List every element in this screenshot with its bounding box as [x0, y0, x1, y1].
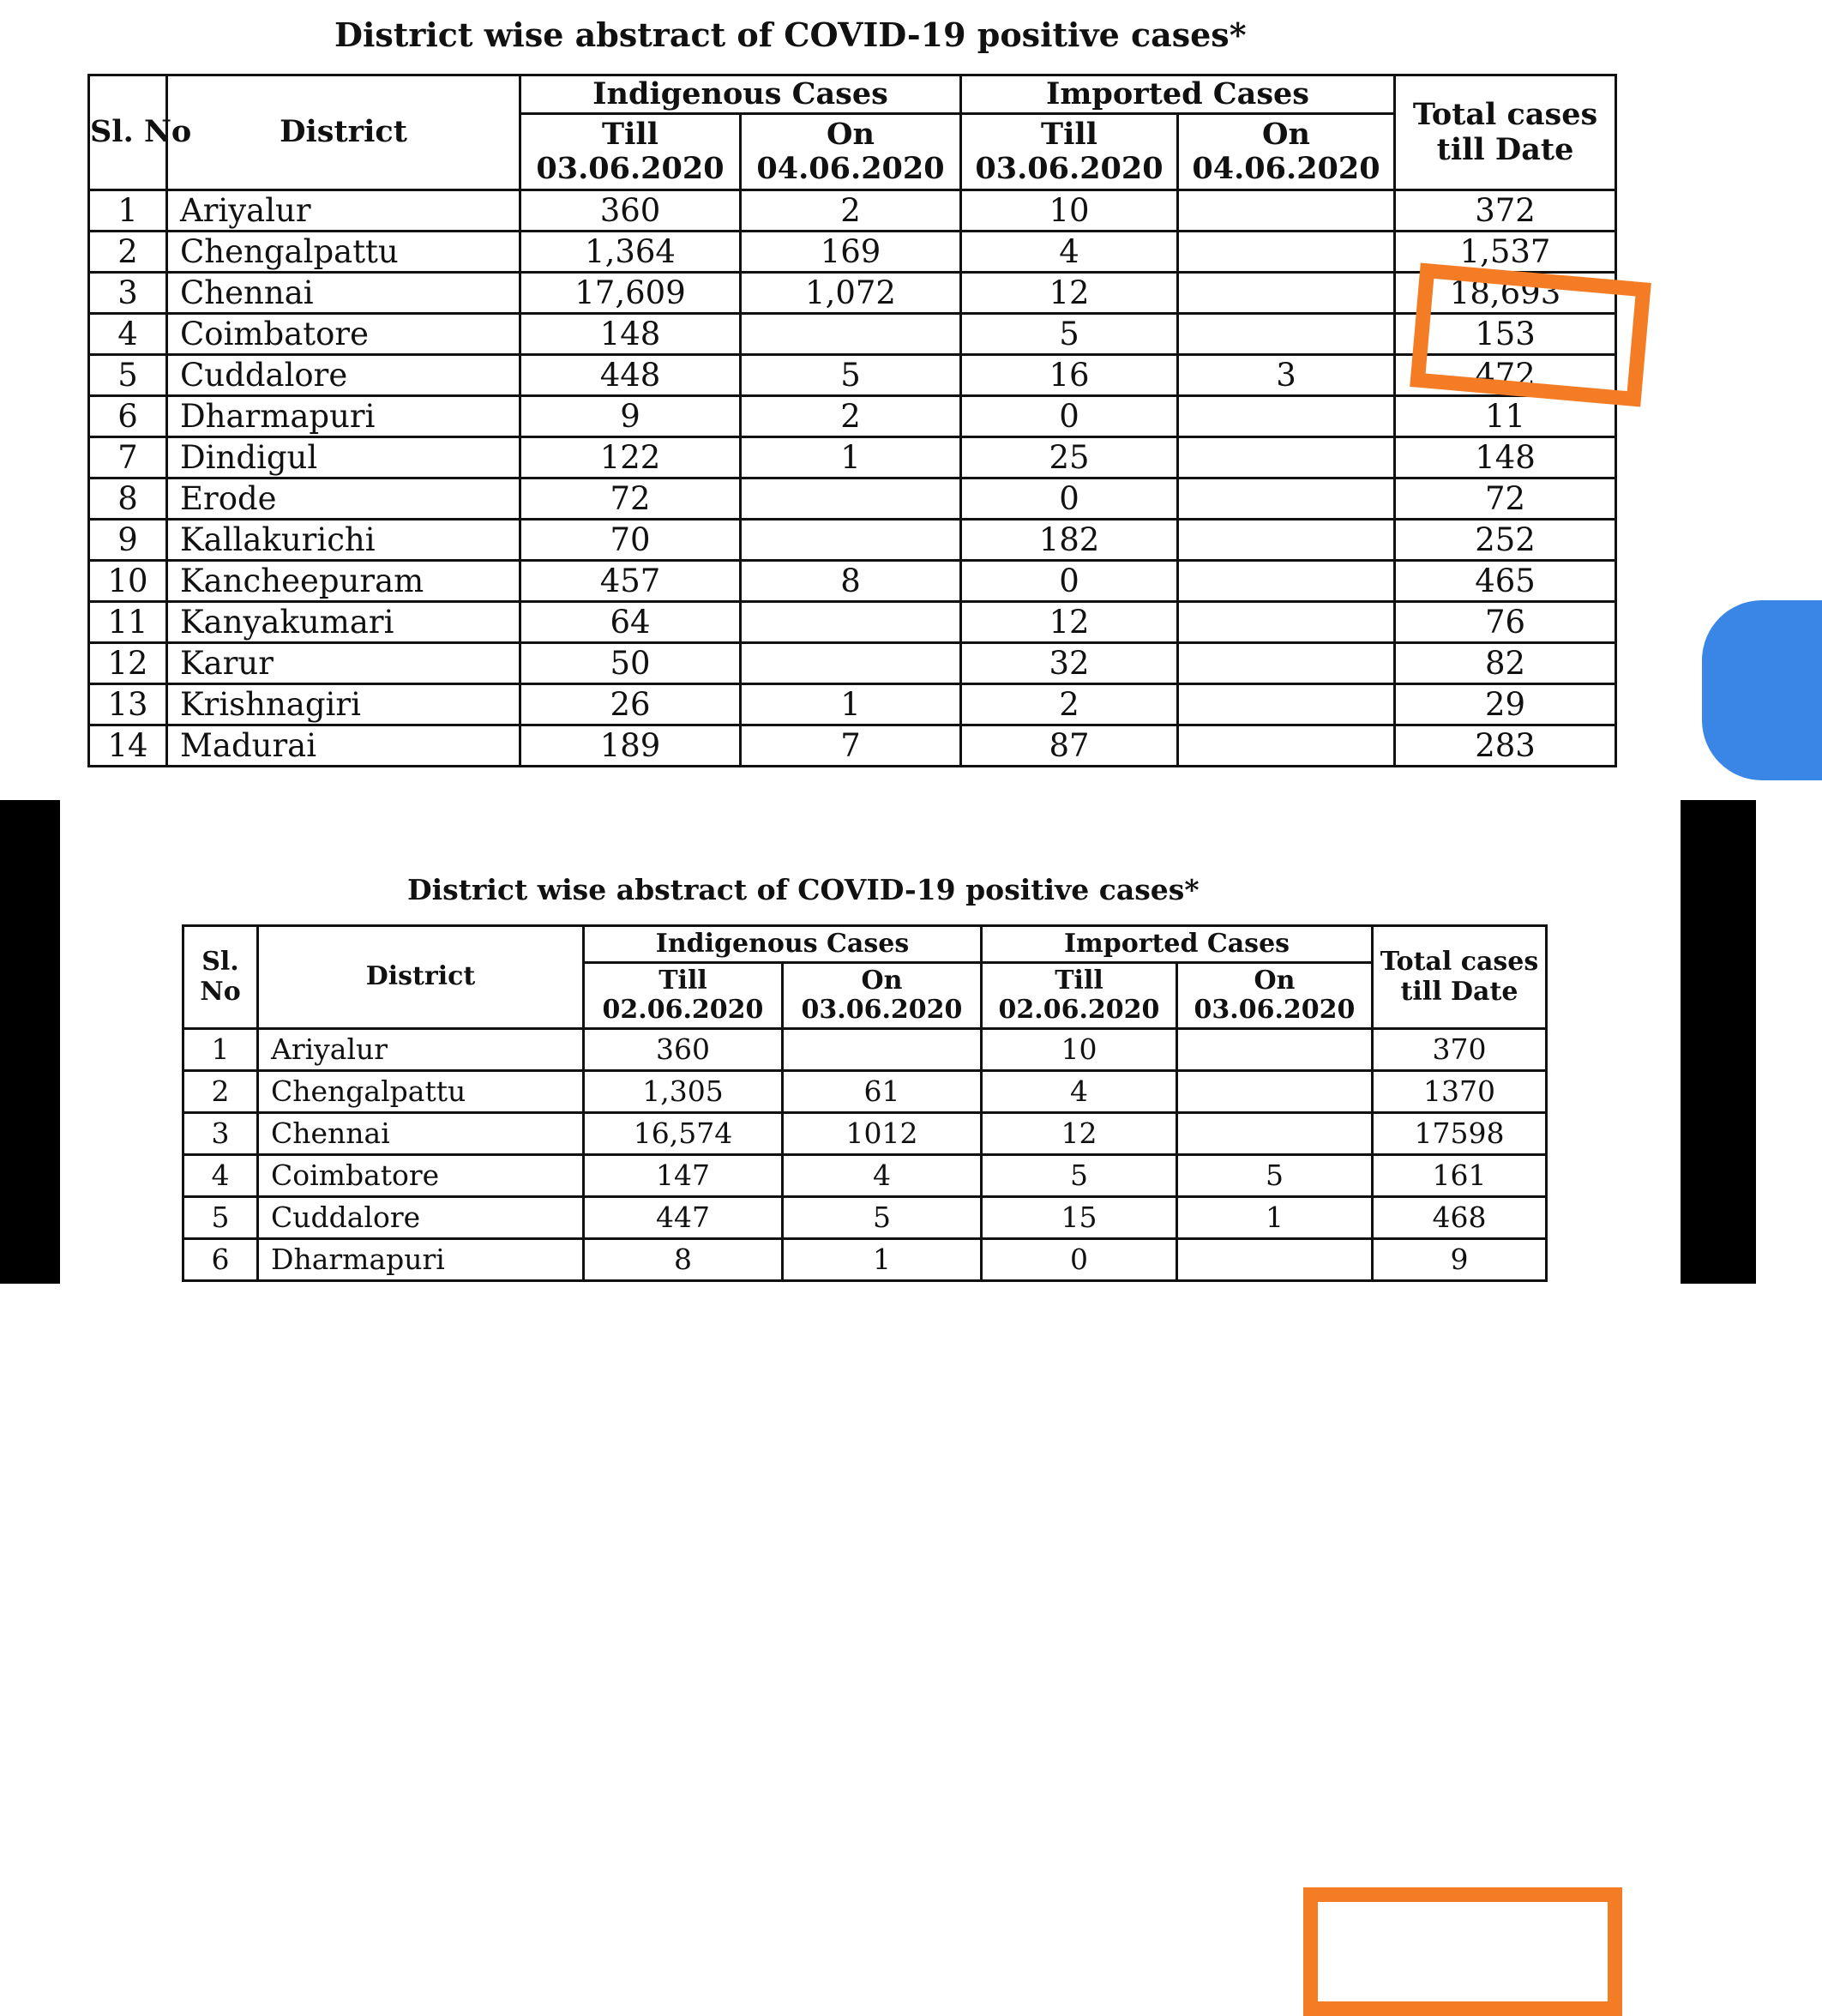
imported-cases-header: Imported Cases: [982, 926, 1373, 963]
imported-on-cell: 3: [1178, 355, 1395, 396]
indigenous-till-cell: 50: [520, 643, 741, 684]
total-cell: 472: [1395, 355, 1616, 396]
sl-no-header: Sl. No: [89, 75, 167, 190]
table-row: [89, 355, 1616, 396]
indigenous-till-cell: 16,574: [584, 1113, 783, 1155]
sl-no-cell: 1: [89, 190, 167, 232]
table-row: [89, 314, 1616, 355]
imported-till-cell: 0: [982, 1239, 1177, 1281]
indigenous-on-cell: 2: [741, 190, 961, 232]
table-row: [89, 643, 1616, 684]
indigenous-till-cell: 70: [520, 520, 741, 561]
district-cell: Chengalpattu: [258, 1071, 584, 1113]
imported-till-cell: 4: [961, 232, 1178, 273]
imported-till-cell: 12: [961, 602, 1178, 643]
total-cell: 372: [1395, 190, 1616, 232]
bottom-screenshot-panel: [0, 800, 1756, 1284]
sl-no-cell: 2: [183, 1071, 258, 1113]
imported-on-cell: [1178, 561, 1395, 602]
district-cell: Ariyalur: [167, 190, 520, 232]
imported-till-cell: 0: [961, 478, 1178, 520]
table-row: [89, 232, 1616, 273]
table-row: [89, 273, 1616, 314]
district-cell: Ariyalur: [258, 1029, 584, 1071]
top-table-body: [89, 190, 1616, 767]
total-cell: 283: [1395, 725, 1616, 767]
imported-till-cell: 182: [961, 520, 1178, 561]
imported-till-cell: 25: [961, 437, 1178, 478]
indigenous-till-cell: 64: [520, 602, 741, 643]
sl-no-cell: 3: [89, 273, 167, 314]
indigenous-cases-header: Indigenous Cases: [584, 926, 982, 963]
table-row: [183, 1155, 1547, 1197]
table-row: [183, 1029, 1547, 1071]
bottom-cases-table: [182, 924, 1548, 1282]
total-cell: 72: [1395, 478, 1616, 520]
total-cell: 29: [1395, 684, 1616, 725]
indigenous-on-cell: 169: [741, 232, 961, 273]
total-cell: 465: [1395, 561, 1616, 602]
district-cell: Coimbatore: [258, 1155, 584, 1197]
imported-on-header: On 03.06.2020: [1177, 963, 1373, 1029]
total-cell: 153: [1395, 314, 1616, 355]
table-row: [183, 1113, 1547, 1155]
indigenous-on-cell: 1012: [783, 1113, 982, 1155]
imported-till-cell: 5: [961, 314, 1178, 355]
indigenous-on-cell: [741, 602, 961, 643]
district-header: District: [167, 75, 520, 190]
table-row: [89, 684, 1616, 725]
indigenous-on-cell: 1: [741, 684, 961, 725]
imported-till-cell: 0: [961, 561, 1178, 602]
imported-on-cell: [1178, 725, 1395, 767]
indigenous-on-cell: [741, 643, 961, 684]
indigenous-till-cell: 447: [584, 1197, 783, 1239]
indigenous-till-cell: 189: [520, 725, 741, 767]
total-cases-header: Total cases till Date: [1395, 75, 1616, 190]
imported-on-cell: 1: [1177, 1197, 1373, 1239]
indigenous-on-cell: [741, 478, 961, 520]
sl-no-cell: 4: [183, 1155, 258, 1197]
district-cell: Karur: [167, 643, 520, 684]
imported-on-cell: [1178, 643, 1395, 684]
indigenous-on-header: On 04.06.2020: [741, 114, 961, 190]
imported-till-cell: 0: [961, 396, 1178, 437]
top-cases-table: [87, 74, 1617, 767]
sl-no-cell: 1: [183, 1029, 258, 1071]
district-cell: Coimbatore: [167, 314, 520, 355]
indigenous-till-cell: 360: [584, 1029, 783, 1071]
sl-no-cell: 2: [89, 232, 167, 273]
sl-no-cell: 10: [89, 561, 167, 602]
total-cell: 9: [1373, 1239, 1547, 1281]
indigenous-till-cell: 1,364: [520, 232, 741, 273]
total-cell: 252: [1395, 520, 1616, 561]
imported-till-cell: 87: [961, 725, 1178, 767]
indigenous-on-cell: 4: [783, 1155, 982, 1197]
indigenous-on-cell: [783, 1029, 982, 1071]
total-cell: 370: [1373, 1029, 1547, 1071]
indigenous-on-cell: 61: [783, 1071, 982, 1113]
total-cell: 161: [1373, 1155, 1547, 1197]
table-row: [183, 1239, 1547, 1281]
top-table-title: District wise abstract of COVID-19 positive cases*: [334, 15, 1247, 54]
district-cell: Dharmapuri: [167, 396, 520, 437]
indigenous-till-cell: 26: [520, 684, 741, 725]
total-cell: 468: [1373, 1197, 1547, 1239]
total-cell: 1370: [1373, 1071, 1547, 1113]
table-row: [89, 602, 1616, 643]
imported-on-cell: [1178, 314, 1395, 355]
total-cases-header: Total cases till Date: [1373, 926, 1547, 1029]
sl-no-cell: 12: [89, 643, 167, 684]
imported-till-header: Till 03.06.2020: [961, 114, 1178, 190]
sl-no-cell: 6: [183, 1239, 258, 1281]
indigenous-till-cell: 122: [520, 437, 741, 478]
imported-on-cell: [1178, 684, 1395, 725]
indigenous-on-cell: 7: [741, 725, 961, 767]
imported-on-cell: [1177, 1113, 1373, 1155]
district-cell: Cuddalore: [258, 1197, 584, 1239]
sl-no-cell: 14: [89, 725, 167, 767]
indigenous-till-cell: 8: [584, 1239, 783, 1281]
imported-till-cell: 12: [982, 1113, 1177, 1155]
imported-on-cell: [1178, 478, 1395, 520]
sl-no-cell: 9: [89, 520, 167, 561]
district-cell: Kallakurichi: [167, 520, 520, 561]
imported-on-cell: [1178, 520, 1395, 561]
total-cell: 76: [1395, 602, 1616, 643]
district-cell: Dindigul: [167, 437, 520, 478]
table-row: [89, 478, 1616, 520]
imported-till-cell: 2: [961, 684, 1178, 725]
indigenous-on-cell: 1,072: [741, 273, 961, 314]
indigenous-on-cell: 5: [783, 1197, 982, 1239]
indigenous-on-cell: 2: [741, 396, 961, 437]
indigenous-till-header: Till 03.06.2020: [520, 114, 741, 190]
indigenous-on-cell: 1: [783, 1239, 982, 1281]
imported-till-cell: 15: [982, 1197, 1177, 1239]
indigenous-till-cell: 17,609: [520, 273, 741, 314]
bottom-table-title: District wise abstract of COVID-19 positive cases*: [407, 873, 1200, 906]
table-row: [89, 725, 1616, 767]
imported-on-cell: [1178, 602, 1395, 643]
indigenous-till-header: Till 02.06.2020: [584, 963, 783, 1029]
table-row: [89, 520, 1616, 561]
indigenous-on-cell: 8: [741, 561, 961, 602]
imported-till-header: Till 02.06.2020: [982, 963, 1177, 1029]
imported-till-cell: 10: [961, 190, 1178, 232]
district-cell: Krishnagiri: [167, 684, 520, 725]
district-header: District: [258, 926, 584, 1029]
sl-no-cell: 13: [89, 684, 167, 725]
sl-no-header: Sl. No: [183, 926, 258, 1029]
district-cell: Kancheepuram: [167, 561, 520, 602]
bottom-table-body: [183, 1029, 1547, 1281]
imported-till-cell: 32: [961, 643, 1178, 684]
indigenous-on-cell: 1: [741, 437, 961, 478]
indigenous-on-header: On 03.06.2020: [783, 963, 982, 1029]
district-cell: Erode: [167, 478, 520, 520]
indigenous-cases-header: Indigenous Cases: [520, 75, 961, 114]
imported-till-cell: 5: [982, 1155, 1177, 1197]
bottom-document-area: [60, 800, 1681, 1284]
sl-no-cell: 6: [89, 396, 167, 437]
sl-no-cell: 4: [89, 314, 167, 355]
indigenous-till-cell: 72: [520, 478, 741, 520]
indigenous-till-cell: 9: [520, 396, 741, 437]
indigenous-till-cell: 148: [520, 314, 741, 355]
total-cell: 148: [1395, 437, 1616, 478]
top-screenshot-panel: [0, 0, 1756, 785]
total-cell: 1,537: [1395, 232, 1616, 273]
imported-on-cell: 5: [1177, 1155, 1373, 1197]
indigenous-on-cell: 5: [741, 355, 961, 396]
imported-on-header: On 04.06.2020: [1178, 114, 1395, 190]
total-cell: 17598: [1373, 1113, 1547, 1155]
blue-overlay-shape: [1702, 600, 1822, 780]
district-cell: Madurai: [167, 725, 520, 767]
district-cell: Chennai: [258, 1113, 584, 1155]
total-cell: 82: [1395, 643, 1616, 684]
imported-till-cell: 16: [961, 355, 1178, 396]
total-cell: 18,693: [1395, 273, 1616, 314]
imported-on-cell: [1178, 273, 1395, 314]
indigenous-till-cell: 457: [520, 561, 741, 602]
indigenous-till-cell: 1,305: [584, 1071, 783, 1113]
indigenous-till-cell: 360: [520, 190, 741, 232]
imported-cases-header: Imported Cases: [961, 75, 1395, 114]
imported-on-cell: [1178, 437, 1395, 478]
imported-till-cell: 4: [982, 1071, 1177, 1113]
total-cell: 11: [1395, 396, 1616, 437]
indigenous-till-cell: 448: [520, 355, 741, 396]
indigenous-on-cell: [741, 314, 961, 355]
sl-no-cell: 11: [89, 602, 167, 643]
indigenous-till-cell: 147: [584, 1155, 783, 1197]
table-row: [183, 1197, 1547, 1239]
sl-no-cell: 8: [89, 478, 167, 520]
imported-on-cell: [1178, 232, 1395, 273]
sl-no-cell: 7: [89, 437, 167, 478]
district-cell: Kanyakumari: [167, 602, 520, 643]
imported-on-cell: [1177, 1071, 1373, 1113]
bottom-highlight-box: [1303, 1887, 1622, 2016]
sl-no-cell: 5: [89, 355, 167, 396]
table-row: [183, 1071, 1547, 1113]
district-cell: Chengalpattu: [167, 232, 520, 273]
imported-till-cell: 12: [961, 273, 1178, 314]
sl-no-cell: 5: [183, 1197, 258, 1239]
district-cell: Dharmapuri: [258, 1239, 584, 1281]
imported-on-cell: [1178, 396, 1395, 437]
imported-till-cell: 10: [982, 1029, 1177, 1071]
table-row: [89, 190, 1616, 232]
indigenous-on-cell: [741, 520, 961, 561]
imported-on-cell: [1177, 1029, 1373, 1071]
sl-no-cell: 3: [183, 1113, 258, 1155]
imported-on-cell: [1178, 190, 1395, 232]
table-row: [89, 396, 1616, 437]
table-row: [89, 437, 1616, 478]
imported-on-cell: [1177, 1239, 1373, 1281]
district-cell: Chennai: [167, 273, 520, 314]
district-cell: Cuddalore: [167, 355, 520, 396]
table-row: [89, 561, 1616, 602]
